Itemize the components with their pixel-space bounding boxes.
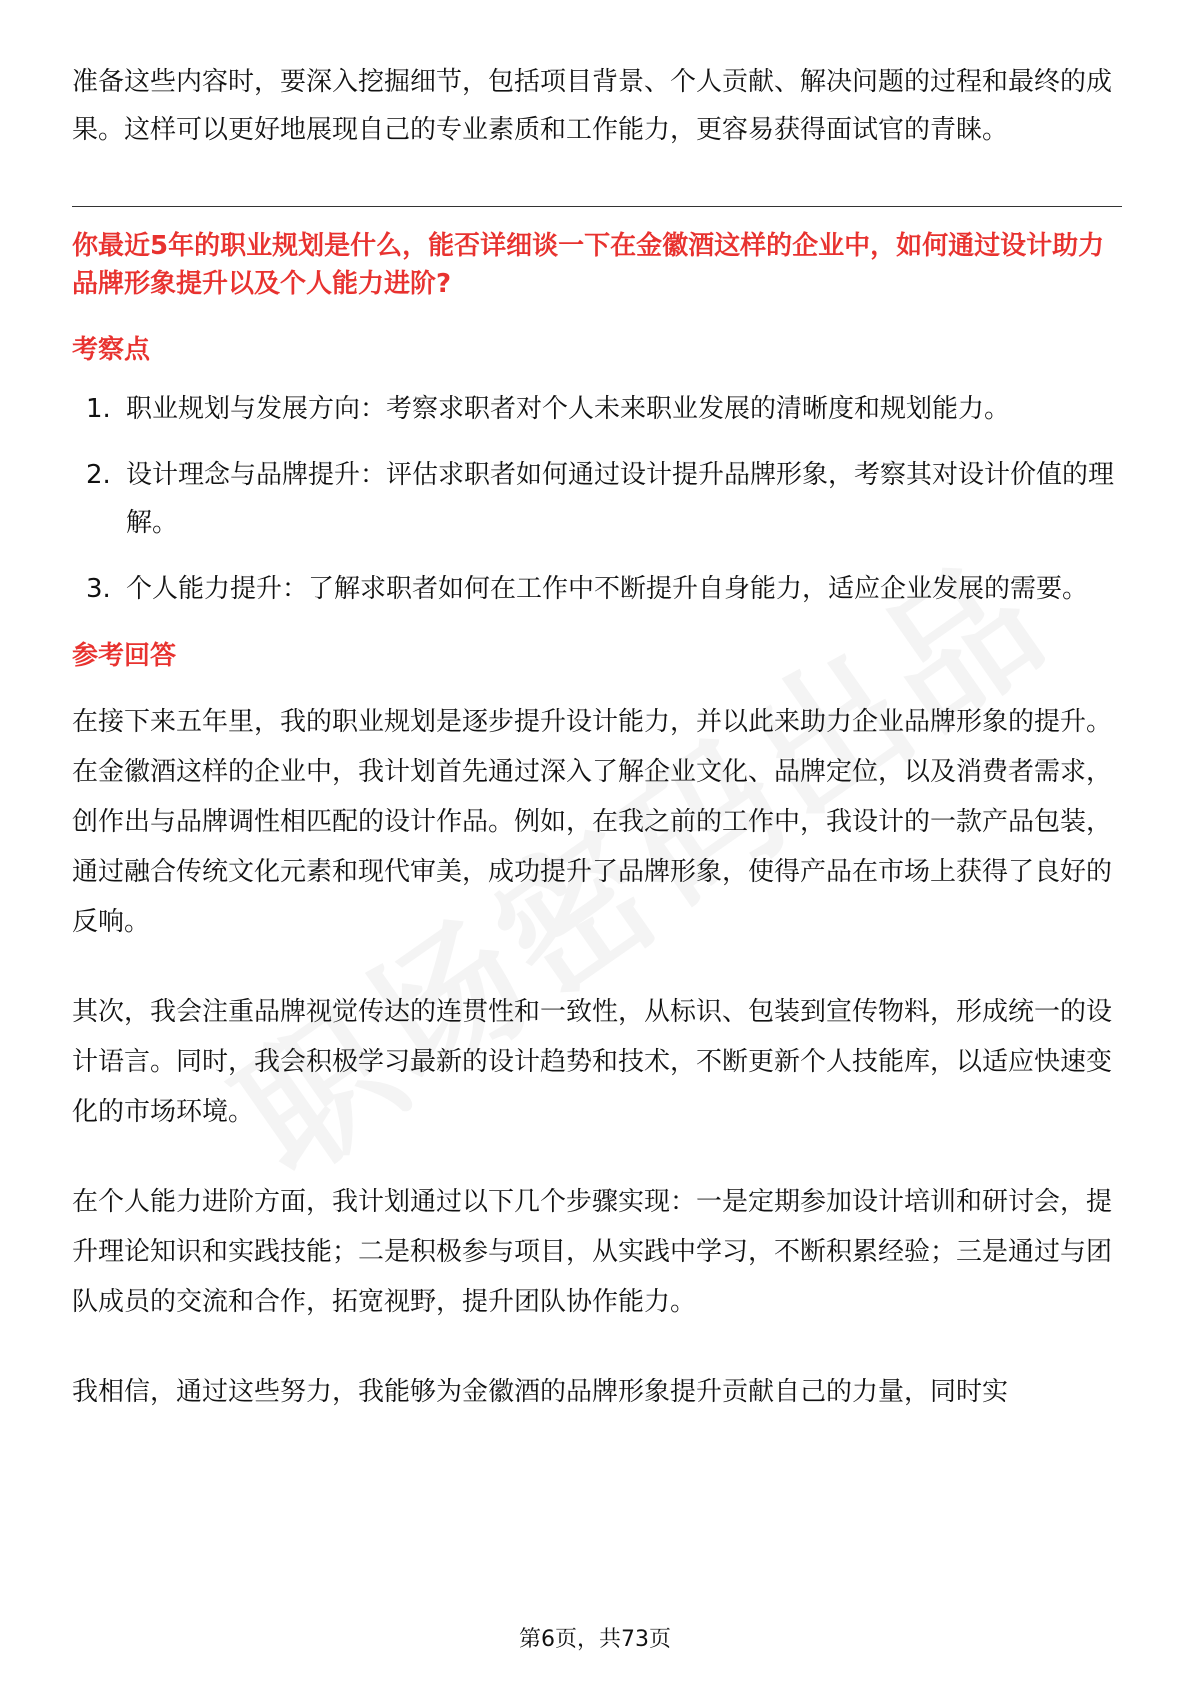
point-number: 2. [86,460,111,490]
answer-paragraph-4: 我相信，通过这些努力，我能够为金徽酒的品牌形象提升贡献自己的力量，同时实 [72,1377,1009,1407]
point-text: 职业规划与发展方向：考察求职者对个人未来职业发展的清晰度和规划能力。 [126,394,1011,424]
answer-paragraph-1: 在接下来五年里，我的职业规划是逐步提升设计能力，并以此来助力企业品牌形象的提升。在金徽酒这样的企业中，我计划首先通过深入了解企业文化、品牌定位，以及消费者需求，创作出与品牌调性相匹配的设计作品。例如，在我之前的工作中，我设计的一款产品包装，通过融合传统文化元素和现代审美，成功提升了品牌形象，使得产品在市场上获得了良好的反响。 [72,707,1113,937]
assessment-list [72,385,1122,613]
point-number: 1. [86,394,111,424]
answer-title: 参考回答 [72,641,177,671]
answer-paragraph-2: 其次，我会注重品牌视觉传达的连贯性和一致性，从标识、包装到宣传物料，形成统一的设计语言。同时，我会积极学习最新的设计趋势和技术，不断更新个人技能库，以适应快速变化的市场环境。 [72,997,1113,1127]
intro-paragraph: 准备这些内容时，要深入挖掘细节，包括项目背景、个人贡献、解决问题的过程和最终的成果。这样可以更好地展现自己的专业素质和工作能力，更容易获得面试官的青睐。 [72,67,1113,145]
section-divider [72,206,1122,207]
page-content [72,58,1122,1457]
point-number: 3. [86,574,111,604]
assessment-title: 考察点 [72,335,151,365]
point-text: 设计理念与品牌提升：评估求职者如何通过设计提升品牌形象，考察其对设计价值的理解。 [126,460,1115,538]
point-text: 个人能力提升：了解求职者如何在工作中不断提升自身能力，适应企业发展的需要。 [126,574,1089,604]
question-heading: 你最近5年的职业规划是什么，能否详细谈一下在金徽酒这样的企业中，如何通过设计助力品牌形象提升以及个人能力进阶? [72,231,1105,299]
assessment-point-3 [72,565,1122,613]
answer-paragraph-3: 在个人能力进阶方面，我计划通过以下几个步骤实现：一是定期参加设计培训和研讨会，提升理论知识和实践技能；二是积极参与项目，从实践中学习，不断积累经验；三是通过与团队成员的交流和合作，拓宽视野，提升团队协作能力。 [72,1187,1113,1317]
page-number: 第6页，共73页 [519,1627,671,1652]
assessment-point-2 [72,451,1122,547]
assessment-point-1 [72,385,1122,433]
